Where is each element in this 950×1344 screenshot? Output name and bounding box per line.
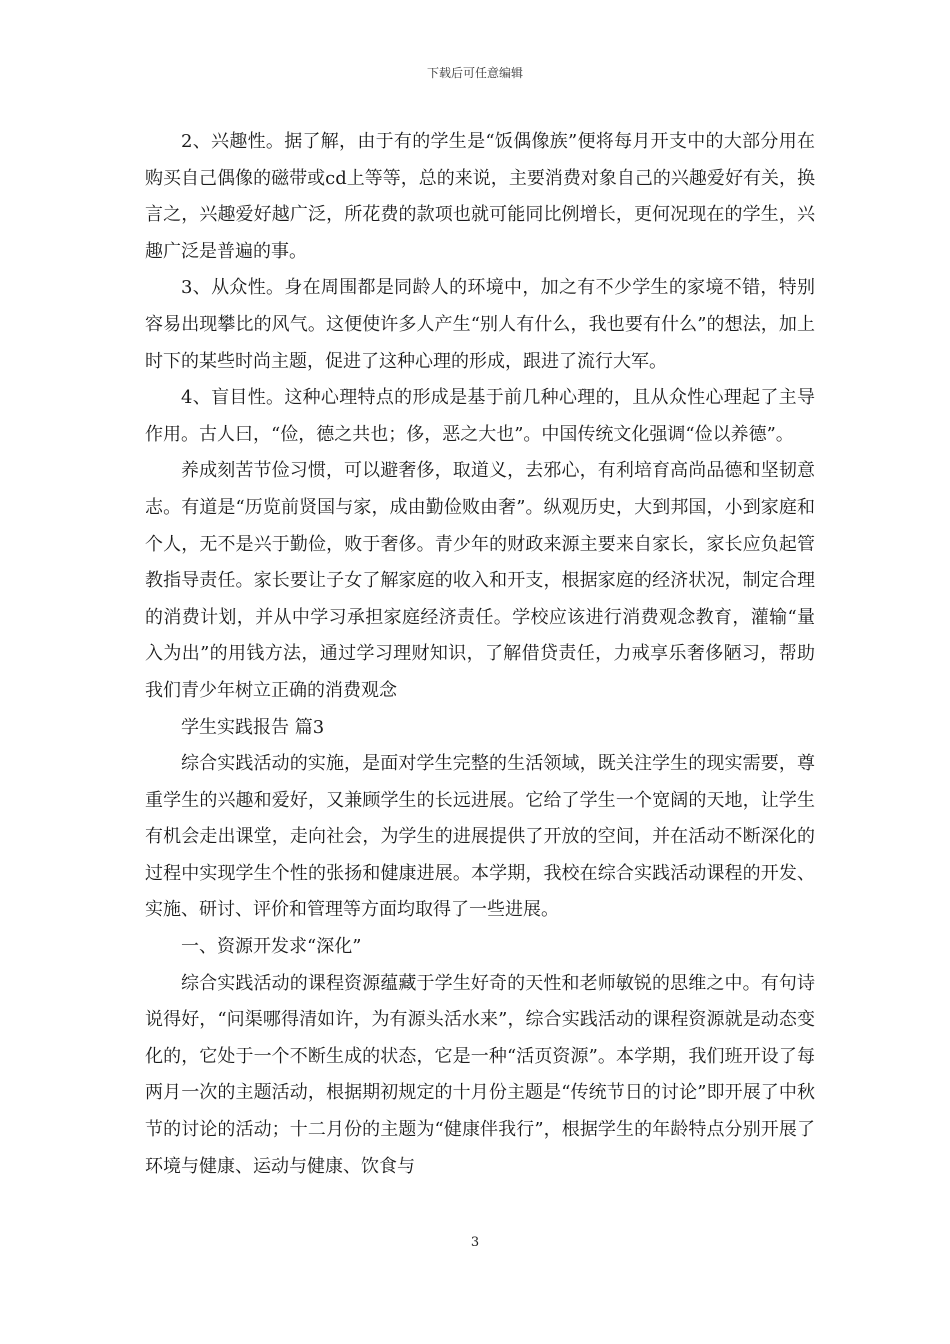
paragraph: 3、从众性。身在周围都是同龄人的环境中，加之有不少学生的家境不错，特别容易出现攀比的风气。这便使许多人产生“别人有什么，我也要有什么”的想法，加上时下的某些时尚主题，促进了这种心理的形成，跟进了流行大军。 — [145, 277, 815, 372]
paragraph: 综合实践活动的实施，是面对学生完整的生活领域，既关注学生的现实需要，尊重学生的兴趣和爱好，又兼顾学生的长远进展。它给了学生一个宽阔的天地，让学生有机会走出课堂，走向社会，为学生的进展提供了开放的空间，并在活动不断深化的过程中实现学生个性的张扬和健康进展。本学期，我校在综合实践活动课程的开发、实施、研讨、评价和管理等方面均取得了一些进展。 — [145, 753, 815, 921]
paragraph: 4、盲目性。这种心理特点的形成是基于前几种心理的，且从众性心理起了主导作用。古人曰，“俭，德之共也；侈，恶之大也”。中国传统文化强调“俭以养德”。 — [145, 387, 815, 445]
paragraph: 养成刻苦节俭习惯，可以避奢侈，取道义，去邪心，有利培育高尚品德和坚韧意志。有道是“历览前贤国与家，成由勤俭败由奢”。纵观历史，大到邦国，小到家庭和个人，无不是兴于勤俭，败于奢侈。青少年的财政来源主要来自家长，家长应负起管教指导责任。家长要让子女了解家庭的收入和开支，根据家庭的经济状况，制定合理的消费计划，并从中学习承担家庭经济责任。学校应该进行消费观念教育，灌输“量入为出”的用钱方法，通过学习理财知识，了解借贷责任，力戒享乐奢侈陋习，帮助我们青少年树立正确的消费观念 — [145, 460, 815, 701]
section-heading: 学生实践报告 篇3 — [181, 716, 325, 738]
page-header: 下载后可任意编辑 — [426, 66, 523, 80]
paragraph: 2、兴趣性。据了解，由于有的学生是“饭偶像族”便将每月开支中的大部分用在购买自己偶像的磁带或cd上等等，总的来说，主要消费对象自己的兴趣爱好有关，换言之，兴趣爱好越广泛，所花费的款项也就可能同比例增长，更何况现在的学生，兴趣广泛是普遍的事。 — [145, 131, 815, 262]
page-number: 3 — [470, 1235, 480, 1250]
paragraph: 综合实践活动的课程资源蕴藏于学生好奇的天性和老师敏锐的思维之中。有句诗说得好，“问渠哪得清如许，为有源头活水来”，综合实践活动的课程资源就是动态变化的，它处于一个不断生成的状态，它是一种“活页资源”。本学期，我们班开设了每两月一次的主题活动，根据期初规定的十月份主题是“传统节日的讨论”即开展了中秋节的讨论的活动；十二月份的主题为“健康伴我行”，根据学生的年龄特点分别开展了环境与健康、运动与健康、饮食与 — [145, 972, 815, 1177]
subsection-heading: 一、资源开发求“深化” — [181, 936, 362, 958]
document-body — [145, 124, 815, 1185]
